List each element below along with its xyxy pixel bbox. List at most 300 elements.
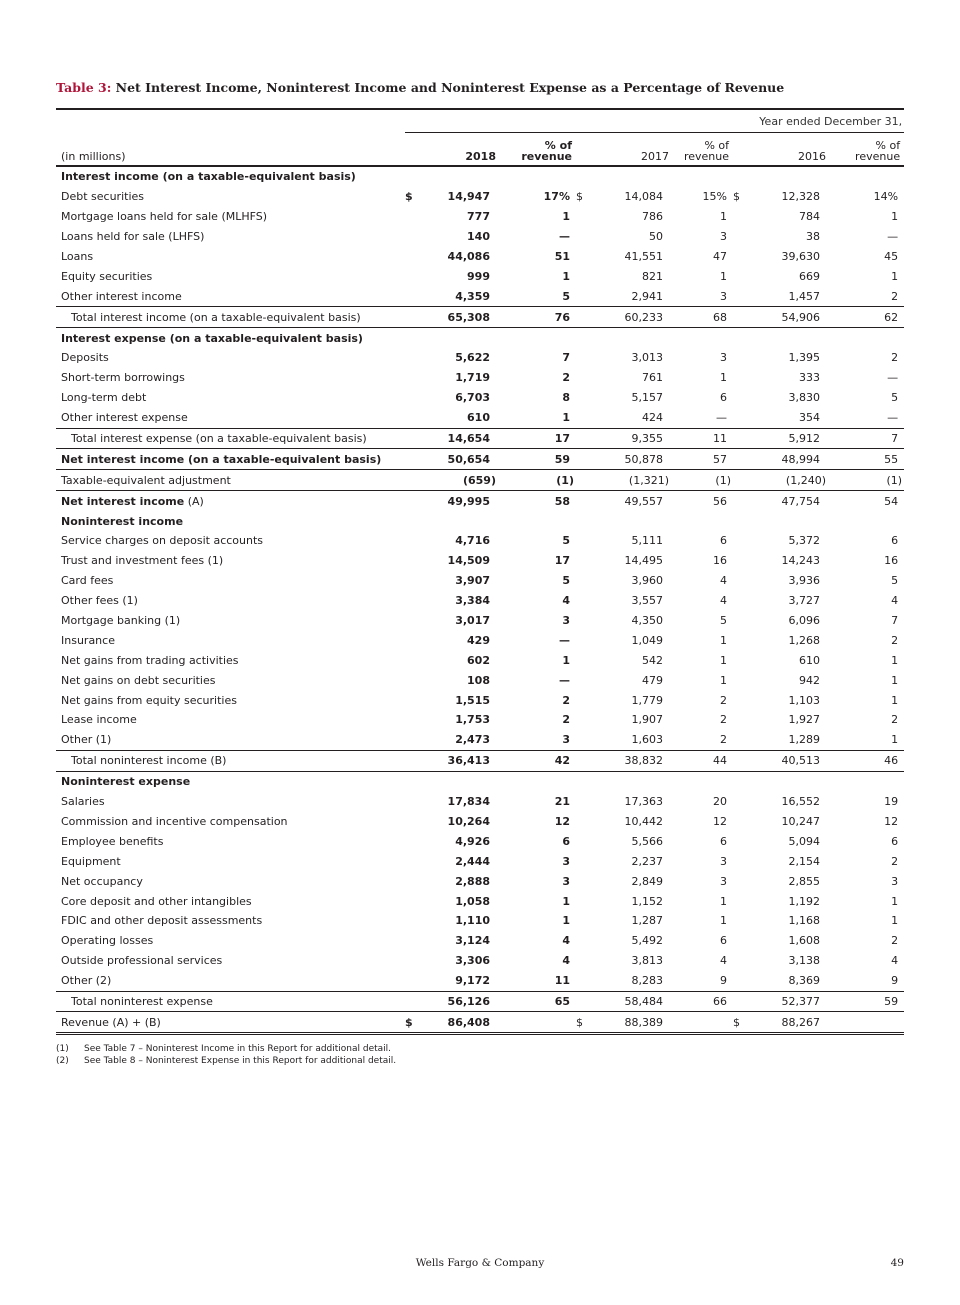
table-row	[56, 710, 904, 730]
units-label: (in millions)	[56, 133, 405, 167]
value-v18: 429	[467, 633, 490, 647]
value-v16: 1,168	[788, 914, 820, 928]
percent-p17: 1	[720, 633, 727, 647]
value-v16: 610	[799, 653, 820, 667]
table-row	[56, 630, 904, 650]
value-v16: 2,855	[788, 874, 820, 888]
row-label	[56, 951, 405, 971]
row-label	[56, 449, 405, 470]
currency-symbol	[576, 348, 594, 368]
company-name: Wells Fargo & Company	[415, 1257, 545, 1269]
currency-symbol	[733, 266, 751, 286]
value-v18: 108	[467, 673, 490, 687]
percent-p18: 76	[496, 307, 576, 328]
currency-symbol	[576, 951, 594, 971]
currency-symbol	[576, 871, 594, 891]
row-label-text: Equipment	[61, 854, 121, 868]
currency-symbol	[405, 348, 423, 368]
value-v16: 6,096	[788, 614, 820, 628]
currency-symbol	[733, 812, 751, 832]
value-v17: 50,878	[594, 449, 669, 470]
value-v16: (1,240)	[751, 470, 826, 491]
table-row	[56, 247, 904, 267]
percent-p17: 1	[720, 673, 727, 687]
period-header-row	[56, 109, 904, 133]
row-label	[56, 750, 405, 771]
currency-symbol	[576, 911, 594, 931]
percent-p17: 4	[720, 954, 727, 968]
page-number: 49	[890, 1257, 904, 1269]
percent-p17: 1	[720, 269, 727, 283]
row-label-text: Other (1)	[61, 733, 112, 747]
value-v17: 5,111	[631, 534, 663, 548]
value-v17: 14,084	[624, 190, 663, 204]
currency-symbol	[733, 491, 751, 511]
currency-symbol	[733, 551, 751, 571]
value-v18: 56,126	[423, 991, 496, 1012]
currency-symbol	[733, 951, 751, 971]
pct-header-2017: % of revenue	[669, 133, 733, 167]
currency-symbol	[405, 750, 423, 771]
percent-p18: 12	[554, 814, 570, 828]
row-label-suffix: (A)	[184, 494, 204, 508]
currency-symbol	[733, 348, 751, 368]
value-v18: 3,907	[455, 574, 490, 588]
table-row	[56, 831, 904, 851]
table-row	[56, 611, 904, 631]
table-row	[56, 670, 904, 690]
row-label	[56, 266, 405, 286]
currency-symbol	[576, 611, 594, 631]
row-label	[56, 227, 405, 247]
value-v17: 5,157	[631, 391, 663, 405]
value-v17: 58,484	[594, 991, 669, 1012]
currency-symbol	[405, 286, 423, 306]
table-row	[56, 307, 904, 328]
table-row	[56, 871, 904, 891]
percent-p18: 42	[496, 750, 576, 771]
currency-symbol	[405, 428, 423, 449]
currency-symbol	[576, 730, 594, 750]
currency-symbol	[733, 368, 751, 388]
currency-symbol	[405, 831, 423, 851]
percent-p17: 20	[713, 795, 727, 809]
table-row	[56, 408, 904, 428]
currency-symbol	[576, 491, 594, 511]
percent-p16: (1)	[826, 470, 904, 491]
row-label	[56, 571, 405, 591]
percent-p18: 2	[562, 693, 570, 707]
percent-p16: 3	[891, 874, 899, 888]
row-label-text: Net occupancy	[61, 874, 143, 888]
currency-symbol	[405, 931, 423, 951]
row-label-text: Insurance	[61, 633, 115, 647]
currency-symbol	[405, 247, 423, 267]
percent-p18: —	[559, 633, 570, 647]
currency-symbol	[405, 792, 423, 812]
currency-symbol	[733, 286, 751, 306]
percent-p18: 4	[562, 594, 570, 608]
row-label	[56, 831, 405, 851]
percent-p17: 57	[669, 449, 733, 470]
value-v16: 1,395	[788, 351, 820, 365]
value-v17: 1,907	[631, 713, 663, 727]
currency-symbol	[576, 388, 594, 408]
currency-symbol: $	[733, 190, 740, 204]
percent-p18: —	[559, 230, 570, 244]
currency-symbol	[576, 227, 594, 247]
table-row	[56, 730, 904, 750]
percent-p16: 54	[884, 494, 899, 508]
percent-p17: 11	[669, 428, 733, 449]
currency-symbol	[733, 750, 751, 771]
percent-p17: 15%	[702, 190, 727, 204]
percent-p17: 1	[720, 914, 727, 928]
currency-symbol	[576, 991, 594, 1012]
table-title-text: Net Interest Income, Noninterest Income and Noninterest Expense as a Percentage of Revenue	[115, 80, 785, 95]
row-label	[56, 991, 405, 1012]
percent-p18: 59	[496, 449, 576, 470]
row-label-text: Loans	[61, 250, 94, 263]
currency-symbol	[576, 750, 594, 771]
row-label-text: Taxable-equivalent adjustment	[61, 473, 231, 487]
percent-p16: 45	[884, 250, 899, 263]
percent-p16: —	[887, 411, 899, 425]
currency-symbol	[405, 710, 423, 730]
currency-symbol	[733, 991, 751, 1012]
currency-symbol	[576, 571, 594, 591]
percent-p17: 16	[713, 554, 727, 568]
row-label-text: Mortgage banking (1)	[61, 614, 181, 628]
percent-p18: 7	[562, 351, 570, 365]
percent-p16: 7	[826, 428, 904, 449]
currency-symbol	[733, 670, 751, 690]
value-v16: 39,630	[781, 250, 820, 263]
row-label-text: Operating losses	[61, 934, 154, 948]
percent-p17: 2	[720, 713, 727, 727]
currency-symbol	[733, 650, 751, 670]
currency-symbol	[733, 470, 751, 491]
currency-symbol	[405, 670, 423, 690]
value-v16: 10,247	[781, 814, 820, 828]
value-v17: 50	[649, 230, 663, 244]
percent-p17: 6	[720, 391, 727, 405]
table-row	[56, 428, 904, 449]
percent-p16: 59	[826, 991, 904, 1012]
row-label-text: FDIC and other deposit assessments	[61, 914, 263, 928]
percent-p16: 1	[891, 269, 899, 283]
row-label	[56, 650, 405, 670]
value-v16: 12,328	[781, 190, 820, 204]
currency-symbol: $	[576, 190, 583, 204]
value-v17: 1,603	[631, 733, 663, 747]
value-v17: 88,389	[594, 1012, 669, 1034]
row-label	[56, 871, 405, 891]
row-label	[56, 368, 405, 388]
row-label	[56, 187, 405, 207]
table-row	[56, 266, 904, 286]
table-row	[56, 971, 904, 991]
currency-symbol	[733, 408, 751, 428]
percent-p16: 5	[891, 391, 899, 405]
value-v17: 38,832	[594, 750, 669, 771]
table-row	[56, 207, 904, 227]
currency-symbol	[576, 470, 594, 491]
value-v17: 3,557	[631, 594, 663, 608]
currency-symbol	[733, 207, 751, 227]
percent-p16: 9	[891, 974, 899, 988]
percent-p18: 2	[562, 371, 570, 385]
row-label-text: Other fees (1)	[61, 594, 138, 608]
column-header-row	[56, 133, 904, 167]
value-v18: 999	[467, 269, 490, 283]
value-v18: 4,926	[455, 834, 490, 848]
table-title	[56, 80, 784, 95]
value-v18: 610	[467, 411, 490, 425]
row-label-text: Net gains from trading activities	[61, 653, 239, 667]
table-row	[56, 851, 904, 871]
percent-p17: 68	[669, 307, 733, 328]
table-row	[56, 750, 904, 771]
currency-symbol	[405, 491, 423, 511]
value-v16: 1,103	[788, 693, 820, 707]
currency-symbol	[576, 971, 594, 991]
value-v16: 3,936	[788, 574, 820, 588]
table-row	[56, 470, 904, 491]
percent-p16: 4	[891, 594, 899, 608]
footnote-1: (1) See Table 7 – Noninterest Income in this Report for additional detail.	[56, 1044, 392, 1054]
percent-p16: 5	[891, 574, 899, 588]
percent-p16: 19	[884, 795, 899, 809]
row-label	[56, 792, 405, 812]
table-number: Table 3:	[56, 80, 112, 95]
section-header-row	[56, 511, 904, 531]
value-v18: 3,124	[455, 934, 490, 948]
table-row	[56, 931, 904, 951]
section-header: Interest income (on a taxable-equivalent basis)	[61, 170, 356, 184]
value-v18: 1,058	[455, 894, 490, 908]
value-v17: 10,442	[624, 814, 663, 828]
value-v17: 821	[642, 269, 663, 283]
percent-p17: 4	[720, 594, 727, 608]
percent-p18: 5	[562, 534, 570, 548]
percent-p16: 16	[884, 554, 899, 568]
row-label	[56, 710, 405, 730]
percent-p17: 56	[713, 494, 727, 508]
percent-p18: 4	[562, 934, 570, 948]
row-label-text: Net gains from equity securities	[61, 693, 237, 707]
value-v17: 761	[642, 371, 663, 385]
percent-p17: 6	[720, 534, 727, 548]
currency-symbol	[733, 851, 751, 871]
value-v18: 1,753	[455, 713, 490, 727]
table-row	[56, 792, 904, 812]
percent-p17: —	[716, 411, 727, 425]
currency-symbol	[733, 971, 751, 991]
percent-p16: 6	[891, 534, 899, 548]
row-label	[56, 1012, 405, 1034]
percent-p16: 1	[891, 210, 899, 224]
value-v18: 44,086	[447, 250, 490, 263]
percent-p17: 1	[720, 653, 727, 667]
currency-symbol	[576, 670, 594, 690]
percent-p16: 2	[891, 854, 899, 868]
value-v18: 6,703	[455, 391, 490, 405]
pct-header-2016: % of revenue	[826, 133, 904, 167]
row-label-text: Trust and investment fees (1)	[61, 554, 224, 568]
currency-symbol	[576, 831, 594, 851]
table-row	[56, 449, 904, 470]
value-v17: 14,495	[624, 554, 663, 568]
value-v18: 602	[467, 653, 490, 667]
percent-p18: 8	[562, 391, 570, 405]
value-v17: 2,941	[631, 289, 663, 303]
value-v18: 777	[467, 210, 490, 224]
row-label-text: Loans held for sale (LHFS)	[61, 230, 205, 244]
value-v18: 2,888	[455, 874, 490, 888]
currency-symbol	[733, 388, 751, 408]
value-v16: 5,094	[788, 834, 820, 848]
currency-symbol	[733, 531, 751, 551]
row-label-text: Outside professional services	[61, 954, 223, 968]
value-v17: 8,283	[631, 974, 663, 988]
percent-p16: 1	[891, 693, 899, 707]
currency-symbol	[576, 247, 594, 267]
value-v17: 3,013	[631, 351, 663, 365]
year-header-2017: 2017	[594, 133, 669, 167]
percent-p16: 2	[891, 351, 899, 365]
row-label-text: Net interest income	[61, 494, 185, 508]
currency-symbol	[576, 650, 594, 670]
percent-p16: 7	[891, 614, 899, 628]
value-v18: 4,359	[455, 289, 490, 303]
row-label-text: Other interest income	[61, 289, 182, 303]
currency-symbol	[733, 911, 751, 931]
row-label-text: Long-term debt	[61, 391, 147, 405]
row-label	[56, 971, 405, 991]
currency-symbol	[405, 911, 423, 931]
value-v17: 49,557	[624, 494, 663, 508]
value-v16: 3,138	[788, 954, 820, 968]
currency-symbol	[405, 991, 423, 1012]
value-v16: 52,377	[751, 991, 826, 1012]
row-label	[56, 470, 405, 491]
percent-p18: 1	[562, 653, 570, 667]
value-v18: 9,172	[455, 974, 490, 988]
row-label	[56, 307, 405, 328]
value-v16: 1,289	[788, 733, 820, 747]
currency-symbol	[405, 449, 423, 470]
currency-symbol	[405, 611, 423, 631]
value-v16: 5,912	[751, 428, 826, 449]
currency-symbol	[576, 551, 594, 571]
percent-p18: 58	[554, 494, 570, 508]
percent-p17: 3	[720, 854, 727, 868]
percent-p18: 17%	[543, 190, 570, 204]
percent-p18: 3	[562, 874, 570, 888]
row-label-text: Salaries	[61, 795, 105, 809]
value-v16: 942	[799, 673, 820, 687]
percent-p16: 6	[891, 834, 899, 848]
row-label-text: Total interest income (on a taxable-equivalent basis)	[71, 310, 361, 324]
row-label	[56, 388, 405, 408]
currency-symbol	[405, 307, 423, 328]
currency-symbol	[733, 690, 751, 710]
currency-symbol	[733, 871, 751, 891]
value-v18: 10,264	[447, 814, 490, 828]
section-header: Noninterest expense	[61, 775, 191, 789]
row-label	[56, 348, 405, 368]
percent-p18: 65	[496, 991, 576, 1012]
percent-p17: 3	[720, 874, 727, 888]
value-v18: 140	[467, 230, 490, 244]
row-label	[56, 630, 405, 650]
row-label-text: Short-term borrowings	[61, 371, 185, 385]
value-v16: 1,192	[788, 894, 820, 908]
value-v18: 14,654	[423, 428, 496, 449]
value-v17: (1,321)	[594, 470, 669, 491]
year-header-2016: 2016	[751, 133, 826, 167]
percent-p18: 11	[554, 974, 570, 988]
currency-symbol: $	[405, 1012, 423, 1034]
percent-p17: 66	[669, 991, 733, 1012]
currency-symbol	[405, 730, 423, 750]
currency-symbol: $	[576, 1012, 594, 1034]
table-row	[56, 531, 904, 551]
value-v16: 354	[799, 411, 820, 425]
row-label	[56, 428, 405, 449]
row-label-text: Card fees	[61, 574, 114, 588]
row-label-text: Net interest income (on a taxable-equivalent basis)	[61, 452, 382, 466]
value-v18: 50,654	[423, 449, 496, 470]
row-label-text: Revenue (A) + (B)	[61, 1015, 161, 1029]
value-v17: 479	[642, 673, 663, 687]
row-label	[56, 851, 405, 871]
row-label-text: Total interest expense (on a taxable-equivalent basis)	[71, 432, 367, 446]
currency-symbol	[576, 710, 594, 730]
percent-p18: 4	[562, 954, 570, 968]
section-header-row	[56, 166, 904, 187]
value-v17: 5,566	[631, 834, 663, 848]
row-label-text: Total noninterest income (B)	[71, 754, 227, 768]
currency-symbol	[405, 368, 423, 388]
currency-symbol	[576, 368, 594, 388]
value-v18: 3,306	[455, 954, 490, 968]
percent-p17: (1)	[669, 470, 733, 491]
table-row	[56, 551, 904, 571]
currency-symbol	[405, 591, 423, 611]
percent-p17: 5	[720, 614, 727, 628]
percent-p18: 1	[562, 894, 570, 908]
currency-symbol	[405, 630, 423, 650]
row-label	[56, 891, 405, 911]
currency-symbol	[405, 551, 423, 571]
table-row	[56, 571, 904, 591]
percent-p17: 9	[720, 974, 727, 988]
percent-p17: 47	[713, 250, 727, 263]
table-row	[56, 187, 904, 207]
percent-p16: 55	[826, 449, 904, 470]
section-header-row	[56, 328, 904, 348]
value-v18: 17,834	[447, 795, 490, 809]
currency-symbol	[576, 449, 594, 470]
currency-symbol	[405, 891, 423, 911]
percent-p16: 14%	[873, 190, 899, 204]
value-v16: 1,268	[788, 633, 820, 647]
value-v16: 38	[806, 230, 820, 244]
currency-symbol: $	[733, 1012, 751, 1034]
currency-symbol	[576, 286, 594, 306]
